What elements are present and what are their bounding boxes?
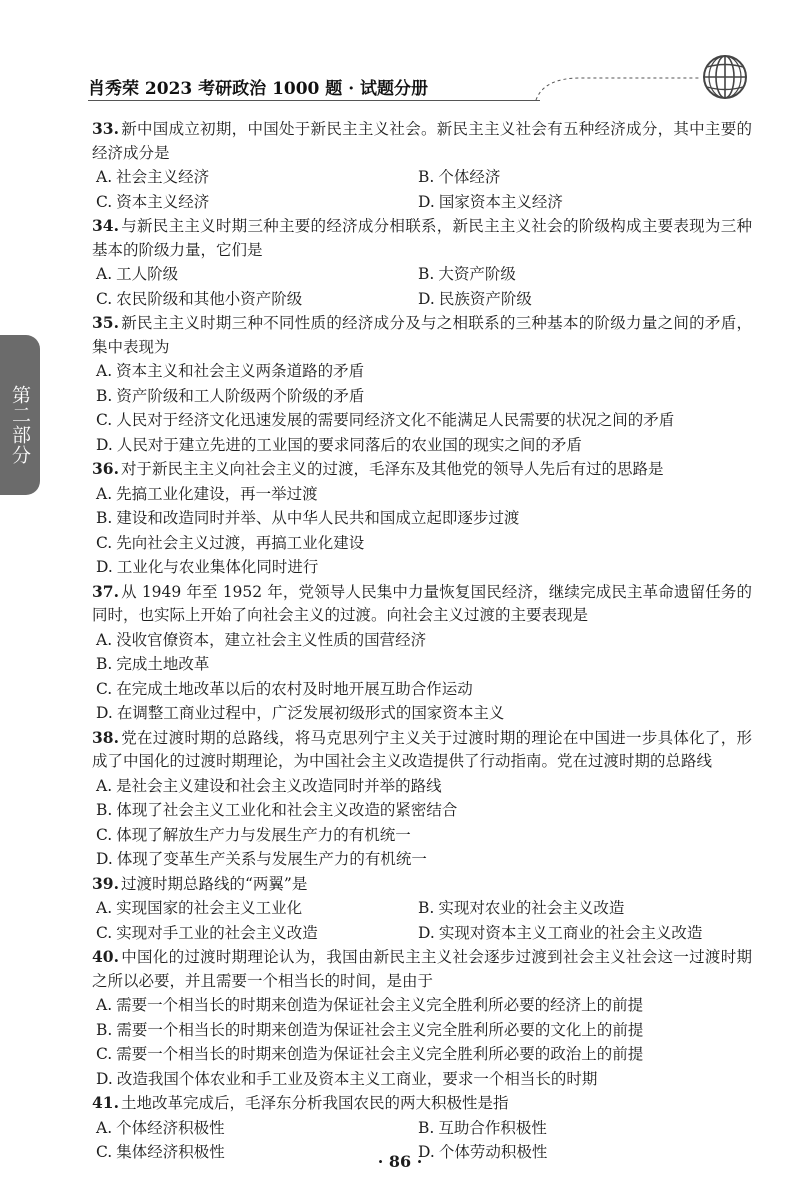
options	[92, 165, 752, 214]
question-number: 33.	[92, 119, 119, 138]
options	[92, 993, 752, 1091]
question-stem: 新民主主义时期三种不同性质的经济成分及与之相联系的三种基本的阶级力量之间的矛盾，集中表现为	[92, 314, 752, 356]
option-a: A. 资本主义和社会主义两条道路的矛盾	[96, 362, 365, 380]
options	[92, 359, 752, 457]
option-b: B. 需要一个相当长的时期来创造为保证社会主义完全胜利所必要的文化上的前提	[96, 1020, 644, 1039]
question-number: 40.	[92, 947, 119, 966]
options	[92, 774, 752, 872]
option-d: D. 个体劳动积极性	[418, 1143, 548, 1161]
option-c: C. 需要一个相当长的时期来创造为保证社会主义完全胜利所必要的政治上的前提	[96, 1045, 644, 1063]
options	[92, 896, 752, 945]
option-b: B. 互助合作积极性	[418, 1118, 547, 1137]
question-34	[92, 214, 752, 311]
question-list	[92, 117, 752, 1165]
option-c: C. 先向社会主义过渡，再搞工业化建设	[96, 533, 365, 552]
option-a: A. 先搞工业化建设，再一举过渡	[96, 484, 318, 503]
question-stem: 从 1949 年至 1952 年，党领导人民集中力量恢复国民经济，继续完成民主革命遗留任务的同时，也实际上开始了向社会主义的过渡。向社会主义过渡的主要表现是	[92, 582, 752, 624]
question-36	[92, 457, 752, 580]
question-stem: 新中国成立初期，中国处于新民主主义社会。新民主主义社会有五种经济成分，其中主要的经济成分是	[92, 120, 752, 162]
option-c: C. 集体经济积极性	[96, 1143, 225, 1161]
option-a: A. 没收官僚资本，建立社会主义性质的国营经济	[96, 630, 427, 649]
option-b: B. 体现了社会主义工业化和社会主义改造的紧密结合	[96, 801, 458, 819]
option-a: A. 需要一个相当长的时期来创造为保证社会主义完全胜利所必要的经济上的前提	[96, 996, 644, 1014]
header-rule	[88, 100, 540, 101]
question-number: 34.	[92, 216, 119, 235]
question-40	[92, 945, 752, 1091]
section-side-tab-label: 第二部分	[9, 385, 31, 465]
question-number: 35.	[92, 313, 119, 332]
option-a: A. 个体经济积极性	[96, 1118, 225, 1137]
options	[92, 262, 752, 311]
question-35	[92, 311, 752, 457]
question-stem: 过渡时期总路线的“两翼”是	[120, 874, 308, 893]
question-number: 38.	[92, 727, 119, 747]
option-d: D. 人民对于建立先进的工业国的要求同落后的农业国的现实之间的矛盾	[96, 435, 582, 454]
question-number: 36.	[92, 459, 119, 478]
option-d: D. 改造我国个体农业和手工业及资本主义工商业，要求一个相当长的时期	[96, 1069, 598, 1088]
option-c: C. 实现对手工业的社会主义改造	[96, 923, 318, 942]
option-a: A. 是社会主义建设和社会主义改造同时并举的路线	[96, 776, 442, 795]
option-d: D. 民族资产阶级	[418, 289, 532, 308]
option-b: B. 建设和改造同时并举、从中华人民共和国成立起即逐步过渡	[96, 509, 520, 527]
option-b: B. 个体经济	[418, 168, 501, 186]
option-a: A. 实现国家的社会主义工业化	[96, 899, 303, 917]
option-c: C. 体现了解放生产力与发展生产力的有机统一	[96, 825, 411, 844]
page-number: · 86 ·	[377, 1152, 423, 1171]
option-b: B. 实现对农业的社会主义改造	[418, 899, 625, 917]
option-c: C. 在完成土地改革以后的农村及时地开展互助合作运动	[96, 679, 473, 698]
question-33	[92, 117, 752, 214]
question-39	[92, 872, 752, 946]
question-number: 39.	[92, 873, 119, 893]
header-decoration	[500, 56, 710, 106]
option-c: C. 人民对于经济文化迅速发展的需要同经济文化不能满足人民需要的状况之间的矛盾	[96, 411, 675, 429]
question-stem: 中国化的过渡时期理论认为，我国由新民主主义社会逐步过渡到社会主义社会这一过渡时期之所以必要，并且需要一个相当长的时间，是由于	[92, 948, 752, 990]
option-c: C. 农民阶级和其他小资产阶级	[96, 289, 303, 308]
options	[92, 628, 752, 726]
question-stem: 党在过渡时期的总路线，将马克思列宁主义关于过渡时期的理论在中国进一步具体化了，形成了中国化的过渡时期理论，为中国社会主义改造提供了行动指南。党在过渡时期的总路线	[92, 728, 752, 770]
option-d: D. 工业化与农业集体化同时进行	[96, 558, 319, 576]
option-d: D. 实现对资本主义工商业的社会主义改造	[418, 923, 703, 942]
options	[92, 482, 752, 580]
option-a: A. 工人阶级	[96, 265, 179, 283]
option-d: D. 国家资本主义经济	[418, 192, 563, 211]
running-header: 肖秀荣 2023 考研政治 1000 题 · 试题分册	[88, 79, 429, 99]
question-stem: 与新民主主义时期三种主要的经济成分相联系，新民主主义社会的阶级构成主要表现为三种基本的阶级力量，它们是	[92, 217, 752, 259]
question-number: 41.	[92, 1093, 119, 1112]
question-stem: 对于新民主主义向社会主义的过渡，毛泽东及其他党的领导人先后有过的思路是	[120, 460, 664, 478]
question-38	[92, 726, 752, 872]
option-b: B. 资产阶级和工人阶级两个阶级的矛盾	[96, 386, 365, 405]
option-c: C. 资本主义经济	[96, 192, 210, 211]
question-stem: 土地改革完成后，毛泽东分析我国农民的两大积极性是指	[120, 1094, 509, 1112]
option-a: A. 社会主义经济	[96, 168, 210, 186]
question-37	[92, 580, 752, 726]
option-b: B. 大资产阶级	[418, 265, 516, 283]
option-d: D. 体现了变革生产关系与发展生产力的有机统一	[96, 850, 427, 868]
option-d: D. 在调整工商业过程中，广泛发展初级形式的国家资本主义	[96, 704, 505, 722]
globe-icon	[700, 52, 750, 102]
section-side-tab	[0, 335, 40, 495]
option-b: B. 完成土地改革	[96, 655, 210, 673]
question-number: 37.	[92, 581, 119, 601]
